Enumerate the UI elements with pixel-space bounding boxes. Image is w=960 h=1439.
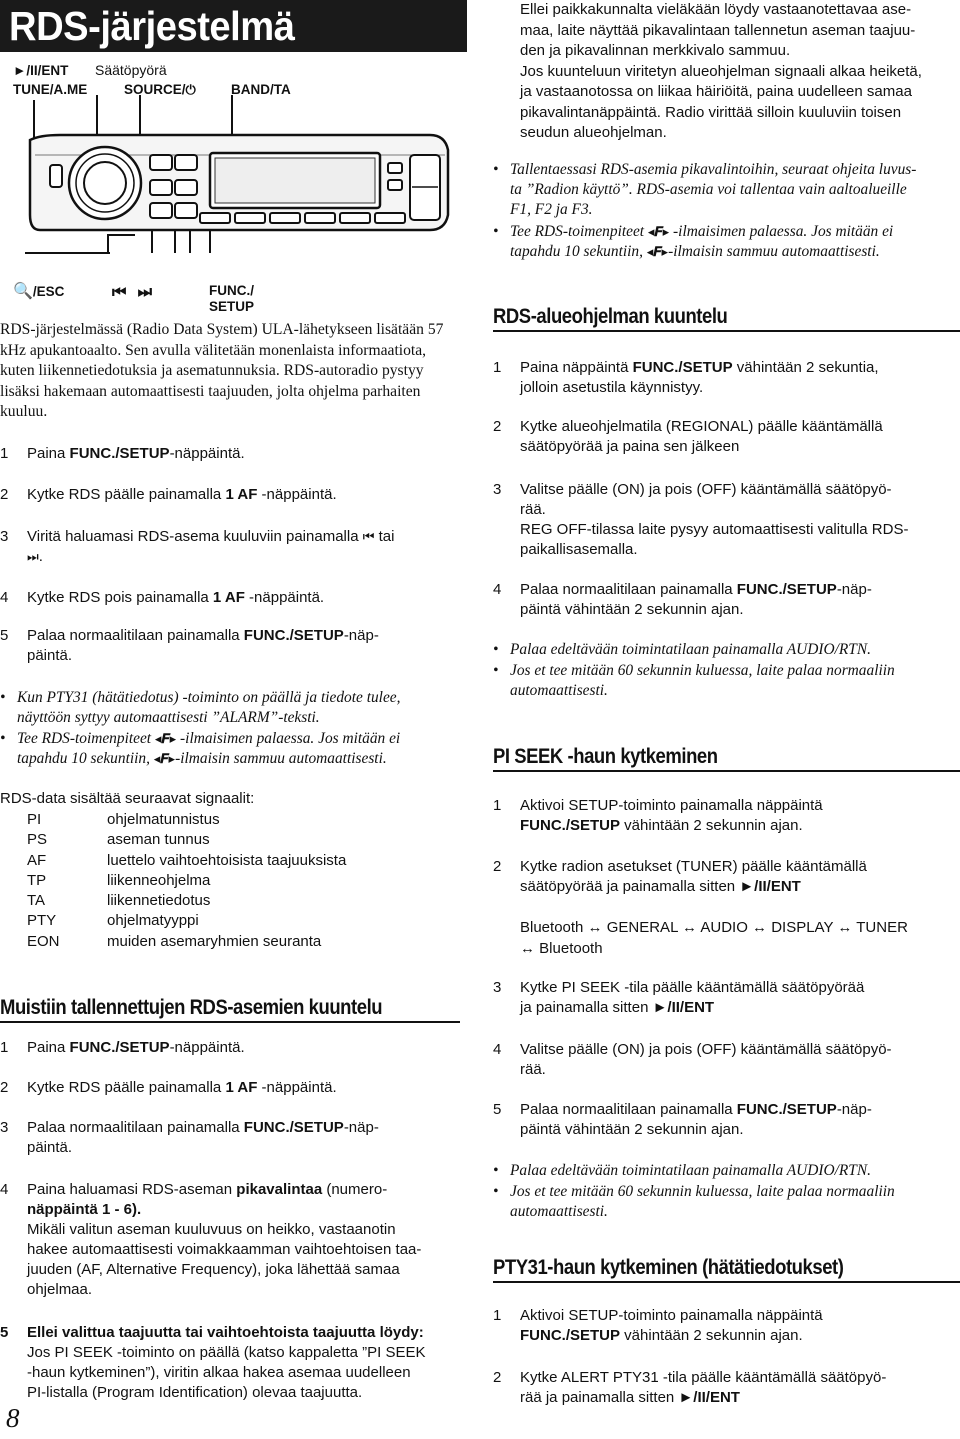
- seek-next-icon: ⏭: [137, 282, 153, 301]
- label-band-ta: BAND/TA: [231, 82, 291, 97]
- table-row: PTY ohjelmatyyppi: [27, 912, 199, 930]
- section-rule: [0, 1021, 460, 1023]
- label-knob: Säätöpyörä: [95, 62, 167, 78]
- table-row: TA liikennetiedotus: [27, 892, 211, 910]
- rds-indicator-icon: ◂𝑭▸: [647, 225, 670, 240]
- section-rule: [493, 1281, 960, 1283]
- rds-indicator-icon: ◂𝑭▸: [646, 245, 669, 260]
- power-icon: ⏻: [185, 83, 196, 98]
- menu-sequence: Bluetooth ↔ GENERAL ↔ AUDIO ↔ DISPLAY ↔ TUNER ↔ Bluetooth: [520, 919, 908, 957]
- table-row: EON muiden asemaryhmien seuranta: [27, 932, 322, 950]
- section-rule: [493, 770, 960, 772]
- label-seek: [112, 283, 152, 301]
- label-play-ent: ►/II/ENT: [13, 63, 69, 78]
- rds-indicator-icon: ◂𝑭▸: [154, 732, 177, 747]
- label-func: FUNC./: [209, 283, 254, 298]
- section-heading: Muistiin tallennettujen RDS-asemien kuuntelu: [0, 996, 383, 1019]
- label-esc: 🔍/ESC: [13, 281, 65, 300]
- intro-paragraph: RDS-järjestelmässä (Radio Data System) ULA-lähetykseen lisätään 57 kHz apukantoaalto. Sen avulla välitetään monenlaista informaatiota, kuten liikennetiedotuksia ja asematunnuksia. RDS-autoradio pystyy lisäksi hakemaan automaattisesti taajuuden, jolta ohjelma parhaiten kuuluu.: [0, 321, 444, 420]
- signals-intro: RDS-data sisältää seuraavat signaalit:: [0, 790, 255, 807]
- table-row: PS aseman tunnus: [27, 831, 210, 849]
- label-tune-ame: TUNE/A.ME: [13, 82, 88, 97]
- seek-prev-icon: ⏮: [362, 530, 375, 545]
- page-title: RDS-järjestelmä: [9, 3, 295, 49]
- table-row: TP liikenneohjelma: [27, 871, 211, 889]
- seek-next-icon: ⏭: [27, 550, 39, 565]
- table-row: AF luettelo vaihtoehtoisista taajuuksista: [27, 851, 347, 869]
- search-icon: 🔍: [13, 281, 33, 300]
- section-heading: PI SEEK -haun kytkeminen: [493, 745, 718, 768]
- seek-prev-icon: ⏮: [112, 282, 127, 301]
- table-row: PI ohjelmatunnistus: [27, 811, 220, 828]
- rds-indicator-icon: ◂𝑭▸: [153, 752, 176, 767]
- radio-unit-drawing: [0, 95, 470, 310]
- signals-table: [27, 810, 346, 952]
- section-heading: PTY31-haun kytkeminen (hätätiedotukset): [493, 1256, 844, 1279]
- section-heading: RDS-alueohjelman kuuntelu: [493, 305, 728, 328]
- right-top-paragraph: Ellei paikkakunnalta vieläkään löydy vastaanotettavaa ase- maa, laite näyttää pikavalintaan tallennetun aseman taajuu- den ja pikavalinnan merkkivalo sammuu. Jos kuunteluun viritetyn alueohjelman signaali alkaa heiketä, ja vastaanotossa on liikaa häiriöitä, paina uudelleen samaa pikavalintanäppäintä. Radio virittää silloin kuuluviin toisen seudun alueohjelman.: [520, 1, 922, 141]
- label-source: SOURCE/⏻: [124, 82, 196, 98]
- page-title-bar: [0, 0, 467, 52]
- page-number: 8: [6, 1403, 20, 1433]
- section-rule: [493, 330, 960, 332]
- label-setup: SETUP: [209, 299, 255, 314]
